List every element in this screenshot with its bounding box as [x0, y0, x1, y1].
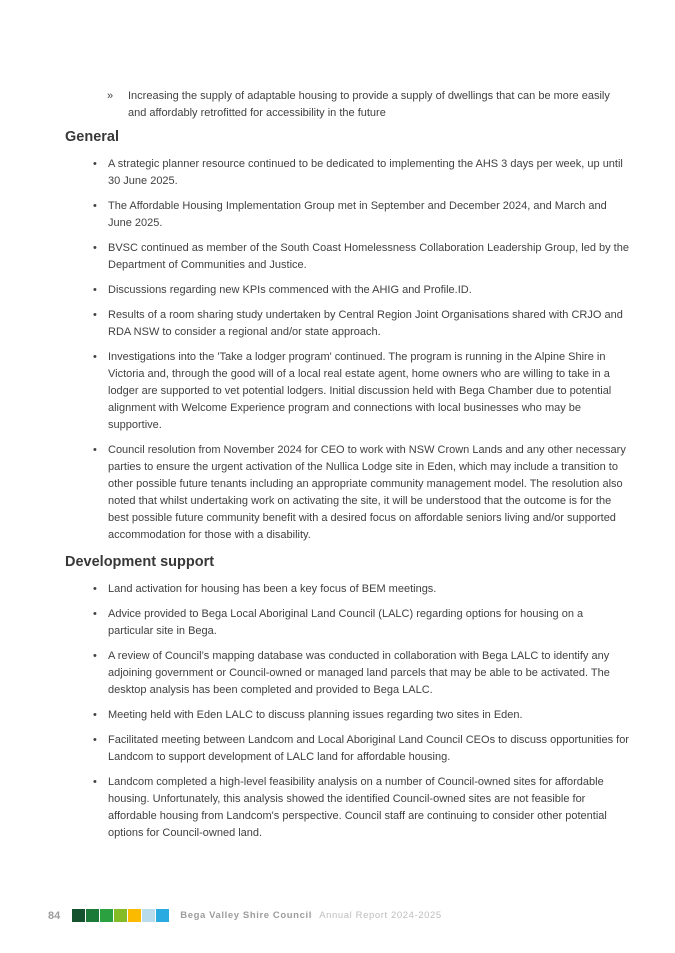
page-footer	[48, 909, 442, 922]
bullet-text: A strategic planner resource continued to be dedicated to implementing the AHS 3 days per week, up until 30 June 2025.	[108, 158, 623, 187]
footer-text	[180, 910, 442, 921]
bullet-item	[65, 581, 631, 598]
bullet-item	[65, 156, 631, 190]
color-square	[86, 909, 99, 922]
bullet-marker: •	[93, 776, 97, 788]
color-square	[100, 909, 113, 922]
sub-bullet-text: Increasing the supply of adaptable housing to provide a supply of dwellings that can be more easily and affordably retrofitted for accessibility in the future	[128, 90, 610, 119]
bullet-item	[65, 349, 631, 434]
bullet-text: Council resolution from November 2024 for CEO to work with NSW Crown Lands and any other necessary parties to ensure the urgent activation of the Nullica Lodge site in Eden, which may include a transition to other possible future tenants including an appropriate community management model. The resolution also noted that whilst undertaking work on activating the site, it will be understood that the outcome is for the best possible future community benefit with a desired focus on affordable seniors living and/or supported accommodation for those with a disability.	[108, 444, 626, 541]
page-content	[65, 88, 631, 850]
bullet-marker: •	[93, 351, 97, 363]
color-square	[156, 909, 169, 922]
bullet-marker: •	[93, 650, 97, 662]
bullet-item	[65, 307, 631, 341]
bullet-item	[65, 282, 631, 299]
bullet-text: Land activation for housing has been a key focus of BEM meetings.	[108, 583, 437, 595]
page-number: 84	[48, 909, 61, 922]
bullet-marker: •	[93, 158, 97, 170]
color-square	[128, 909, 141, 922]
bullet-list-development-support	[65, 581, 631, 842]
bullet-marker: •	[93, 200, 97, 212]
bullet-text: The Affordable Housing Implementation Group met in September and December 2024, and March and June 2025.	[108, 200, 607, 229]
bullet-marker: •	[93, 734, 97, 746]
footer-brand: Bega Valley Shire Council	[180, 910, 312, 921]
color-square	[72, 909, 85, 922]
section-heading-general: General	[65, 129, 119, 145]
section-heading-development-support: Development support	[65, 554, 215, 570]
bullet-marker: •	[93, 709, 97, 721]
bullet-text: Results of a room sharing study undertaken by Central Region Joint Organisations shared with CRJO and RDA NSW to consider a regional and/or state approach.	[108, 309, 623, 338]
bullet-marker: •	[93, 309, 97, 321]
bullet-marker: •	[93, 284, 97, 296]
color-square	[114, 909, 127, 922]
bullet-marker: •	[93, 444, 97, 456]
bullet-item	[65, 707, 631, 724]
bullet-item	[65, 648, 631, 699]
bullet-marker: •	[93, 608, 97, 620]
bullet-text: Meeting held with Eden LALC to discuss planning issues regarding two sites in Eden.	[108, 709, 523, 721]
bullet-list-general	[65, 156, 631, 544]
bullet-text: Discussions regarding new KPIs commenced with the AHIG and Profile.ID.	[108, 284, 472, 296]
bullet-text: A review of Council’s mapping database was conducted in collaboration with Bega LALC to identify any adjoining government or Council-owned or managed land parcels that may be able to be activated. The desktop analysis has been completed and provided to Bega LALC.	[108, 650, 610, 696]
bullet-text: Advice provided to Bega Local Aboriginal Land Council (LALC) regarding options for housing on a particular site in Bega.	[108, 608, 584, 637]
bullet-item	[65, 442, 631, 544]
color-square	[142, 909, 155, 922]
bullet-item	[65, 774, 631, 842]
bullet-text: BVSC continued as member of the South Coast Homelessness Collaboration Leadership Group, led by the Department of Communities and Justice.	[108, 242, 629, 271]
bullet-item	[65, 240, 631, 274]
bullet-item	[65, 732, 631, 766]
bullet-text: Investigations into the 'Take a lodger program' continued. The program is running in the Alpine Shire in Victoria and, through the good will of a local real estate agent, home owners who are willing to take in a lodger are supported to vet potential lodgers. Initial discussion held with Bega Chamber due to potential alignment with Welcome Experience program and connections with local businesses who may be supportive.	[108, 351, 612, 431]
bullet-item	[65, 198, 631, 232]
bullet-text: Landcom completed a high-level feasibility analysis on a number of Council-owned sites for affordable housing. Unfortunately, this analysis showed the identified Council-owned sites are not feasible for affordable housing from Landcom's perspective. Council staff are continuing to consider other potential options for Council-owned land.	[108, 776, 607, 839]
sub-bullet-item	[65, 88, 631, 122]
bullet-item	[65, 606, 631, 640]
footer-report-title: Annual Report 2024-2025	[319, 910, 442, 921]
bullet-marker: •	[93, 242, 97, 254]
sub-bullet-marker: »	[107, 90, 114, 102]
bullet-text: Facilitated meeting between Landcom and Local Aboriginal Land Council CEOs to discuss opportunities for Landcom to support development of LALC land for affordable housing.	[108, 734, 629, 763]
footer-color-bar	[72, 909, 170, 922]
bullet-marker: •	[93, 583, 97, 595]
